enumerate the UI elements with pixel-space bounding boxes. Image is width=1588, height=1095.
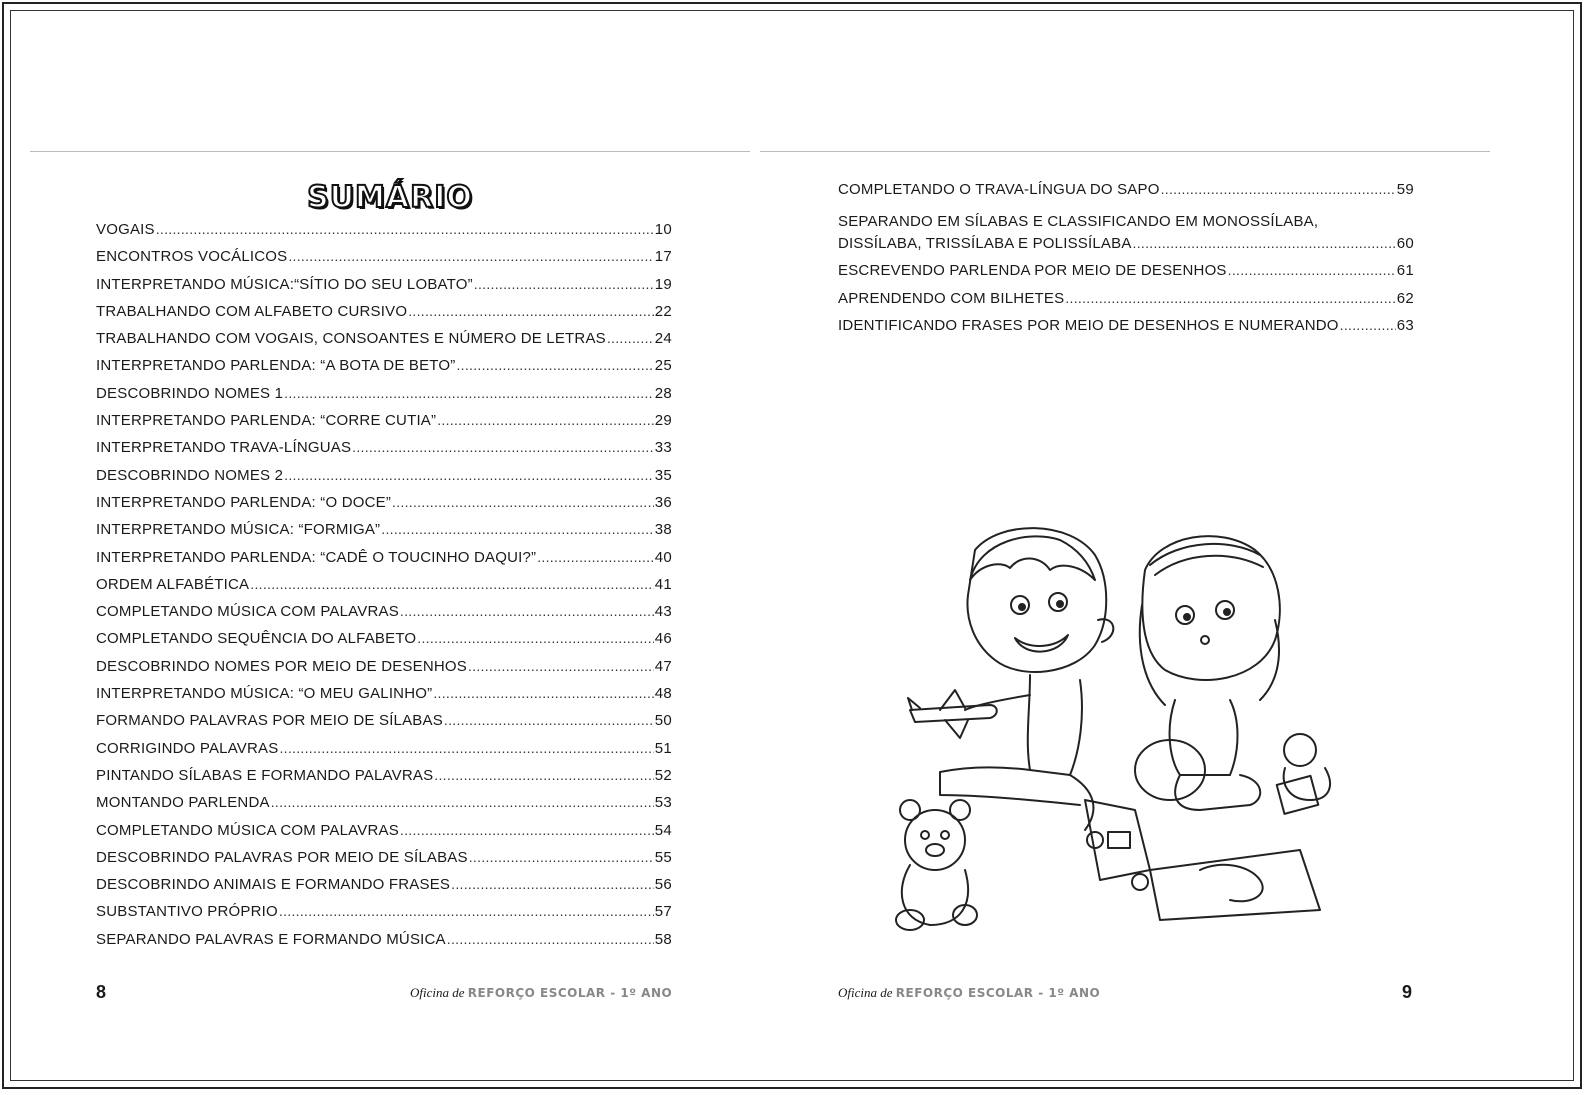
top-divider-left [30, 151, 750, 152]
footer-right: Oficina de REFORÇO ESCOLAR - 1º ANO [838, 985, 1101, 1000]
toc-entry[interactable]: SEPARANDO EM SÍLABAS E CLASSIFICANDO EM MONOSSÍLABA, DISSÍLABA, TRISSÍLABA E POLISSÍLABA ..... 60 [838, 208, 1414, 262]
toc-entry[interactable]: DESCOBRINDO NOMES POR MEIO DE DESENHOS ..... 47 [96, 658, 672, 685]
toc-entry[interactable]: VOGAIS ..... 10 [96, 221, 672, 248]
toc-entry[interactable]: COMPLETANDO MÚSICA COM PALAVRAS ..... 43 [96, 603, 672, 630]
toc-entry[interactable]: COMPLETANDO SEQUÊNCIA DO ALFABETO ..... 46 [96, 630, 672, 657]
toc-entry[interactable]: DESCOBRINDO NOMES 2 ..... 35 [96, 467, 672, 494]
toc-entry[interactable]: INTERPRETANDO PARLENDA: “A BOTA DE BETO” ..... 25 [96, 357, 672, 384]
toc-entry[interactable]: TRABALHANDO COM VOGAIS, CONSOANTES E NÚMERO DE LETRAS ..... 24 [96, 330, 672, 357]
toc-entry[interactable]: COMPLETANDO MÚSICA COM PALAVRAS ..... 54 [96, 822, 672, 849]
toc-entry[interactable]: INTERPRETANDO MÚSICA: “O MEU GALINHO” ..... 48 [96, 685, 672, 712]
page-number-right: 9 [1402, 982, 1413, 1002]
toc-entry[interactable]: ORDEM ALFABÉTICA ..... 41 [96, 576, 672, 603]
toc-entry[interactable]: MONTANDO PARLENDA ..... 53 [96, 794, 672, 821]
top-divider-right [760, 151, 1490, 152]
toc-entry[interactable]: ENCONTROS VOCÁLICOS ..... 17 [96, 248, 672, 275]
toc-entry[interactable]: TRABALHANDO COM ALFABETO CURSIVO ..... 22 [96, 303, 672, 330]
toc-entry[interactable]: ESCREVENDO PARLENDA POR MEIO DE DESENHOS ..... 61 [838, 262, 1414, 289]
toc-entry[interactable]: DESCOBRINDO ANIMAIS E FORMANDO FRASES ..... 56 [96, 876, 672, 903]
toc-entry[interactable]: SEPARANDO PALAVRAS E FORMANDO MÚSICA ..... 58 [96, 931, 672, 958]
footer-left: Oficina de REFORÇO ESCOLAR - 1º ANO [410, 985, 673, 1000]
toc-entry[interactable]: INTERPRETANDO PARLENDA: “O DOCE” ..... 36 [96, 494, 672, 521]
toc-entry[interactable]: SUBSTANTIVO PRÓPRIO ..... 57 [96, 903, 672, 930]
toc-entry[interactable]: COMPLETANDO O TRAVA-LÍNGUA DO SAPO ..... 59 [838, 181, 1414, 208]
toc-entry[interactable]: APRENDENDO COM BILHETES ..... 62 [838, 290, 1414, 317]
table-of-contents-left [96, 221, 672, 958]
toc-entry[interactable]: INTERPRETANDO TRAVA-LÍNGUAS ..... 33 [96, 439, 672, 466]
toc-entry[interactable]: INTERPRETANDO PARLENDA: “CADÊ O TOUCINHO DAQUI?” ..... 40 [96, 549, 672, 576]
page-title: SUMÁRIO [307, 180, 473, 215]
table-of-contents-right [838, 181, 1414, 344]
toc-entry[interactable]: IDENTIFICANDO FRASES POR MEIO DE DESENHOS E NUMERANDO ..... 63 [838, 317, 1414, 344]
toc-entry[interactable]: DESCOBRINDO NOMES 1 ..... 28 [96, 385, 672, 412]
children-playing-illustration [880, 510, 1380, 940]
toc-entry[interactable]: INTERPRETANDO MÚSICA:“SÍTIO DO SEU LOBATO” ..... 19 [96, 276, 672, 303]
toc-entry[interactable]: INTERPRETANDO MÚSICA: “FORMIGA” ..... 38 [96, 521, 672, 548]
toc-entry[interactable]: DESCOBRINDO PALAVRAS POR MEIO DE SÍLABAS ..... 55 [96, 849, 672, 876]
toc-entry[interactable]: PINTANDO SÍLABAS E FORMANDO PALAVRAS ..... 52 [96, 767, 672, 794]
page-number-left: 8 [96, 982, 107, 1002]
toc-entry[interactable]: FORMANDO PALAVRAS POR MEIO DE SÍLABAS ..... 50 [96, 712, 672, 739]
toc-entry[interactable]: INTERPRETANDO PARLENDA: “CORRE CUTIA” ..... 29 [96, 412, 672, 439]
toc-entry[interactable]: CORRIGINDO PALAVRAS ..... 51 [96, 740, 672, 767]
